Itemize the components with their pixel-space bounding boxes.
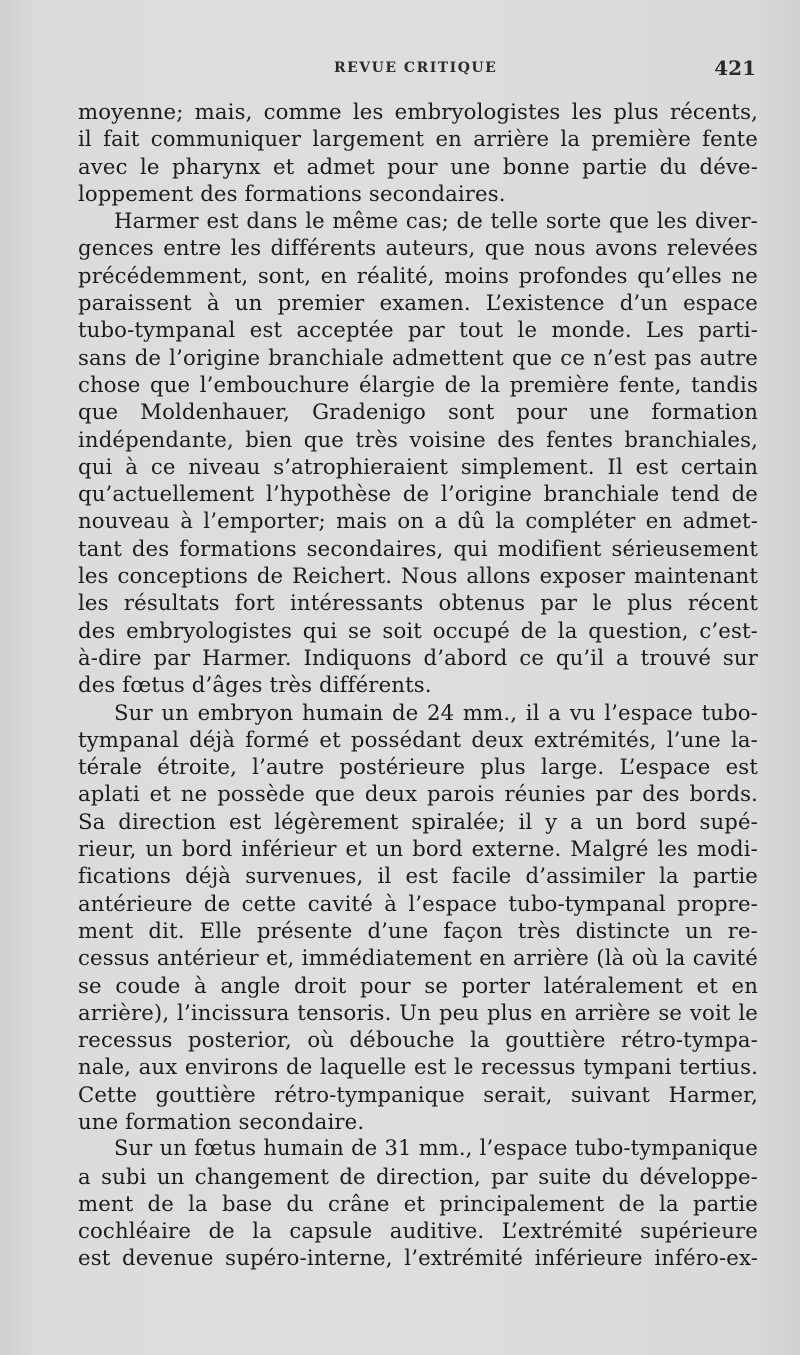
paragraph-first-line: Sur un fœtus humain de 31 mm., l’espace tubo-tympanique bbox=[114, 1136, 758, 1161]
text-line: chose que l’embouchure élargie de la première fente, tandis bbox=[78, 371, 758, 397]
text-line: tubo-tympanal est acceptée par tout le monde. Les parti- bbox=[78, 317, 758, 343]
text-line: indépendante, bien que très voisine des fentes branchiales, bbox=[78, 426, 758, 452]
text-line: des fœtus d’âges très différents. bbox=[78, 672, 432, 698]
text-line: une formation secondaire. bbox=[78, 1108, 365, 1134]
text-line: des embryologistes qui se soit occupé de la question, c’est- bbox=[78, 617, 758, 643]
text-line: se coude à angle droit pour se porter latéralement et en bbox=[78, 972, 758, 998]
text-line: cessus antérieur et, immédiatement en arrière (là où la cavité bbox=[78, 945, 758, 971]
text-line: tant des formations secondaires, qui modifient sérieusement bbox=[78, 535, 758, 561]
text-line: les résultats fort intéressants obtenus par le plus récent bbox=[78, 590, 758, 616]
page-number: 421 bbox=[714, 56, 756, 80]
text-line: aplati et ne possède que deux parois réunies par des bords. bbox=[78, 781, 758, 807]
text-line: sans de l’origine branchiale admettent que ce n’est pas autre bbox=[78, 344, 758, 370]
text-line: ment de la base du crâne et principalement de la partie bbox=[78, 1190, 758, 1216]
running-title: REVUE CRITIQUE bbox=[334, 60, 498, 76]
text-line: à-dire par Harmer. Indiquons d’abord ce qu’il a trouvé sur bbox=[78, 644, 758, 670]
text-line: cochléaire de la capsule auditive. L’extrémité supérieure bbox=[78, 1218, 758, 1244]
paragraph-first-line: Sur un embryon humain de 24 mm., il a vu l’espace tubo- bbox=[114, 699, 758, 725]
text-line: il fait communiquer largement en arrière la première fente bbox=[78, 126, 758, 152]
text-line: fications déjà survenues, il est facile d’assimiler la partie bbox=[78, 863, 758, 889]
text-line: qui à ce niveau s’atrophieraient simplement. Il est certain bbox=[78, 453, 758, 479]
text-line: Cette gouttière rétro-tympanique serait, suivant Harmer, bbox=[78, 1081, 758, 1107]
text-line: a subi un changement de direction, par suite du développe- bbox=[78, 1163, 758, 1189]
text-line: loppement des formations secondaires. bbox=[78, 180, 506, 206]
text-line: moyenne; mais, comme les embryologistes les plus récents, bbox=[78, 99, 758, 124]
page-header bbox=[0, 56, 800, 84]
text-line: avec le pharynx et admet pour une bonne partie du déve- bbox=[78, 153, 758, 179]
text-line: qu’actuellement l’hypothèse de l’origine branchiale tend de bbox=[78, 481, 758, 507]
paragraph-first-line: Harmer est dans le même cas; de telle sorte que les diver- bbox=[114, 208, 758, 234]
text-line: térale étroite, l’autre postérieure plus large. L’espace est bbox=[78, 754, 758, 780]
text-line: antérieure de cette cavité à l’espace tubo-tympanal propre- bbox=[78, 890, 758, 916]
text-line: est devenue supéro-interne, l’extrémité inférieure inféro-ex- bbox=[78, 1245, 758, 1271]
text-line: recessus posterior, où débouche la gouttière rétro-tympa- bbox=[78, 1027, 758, 1053]
text-line: gences entre les différents auteurs, que nous avons relevées bbox=[78, 235, 758, 261]
body-text bbox=[78, 98, 758, 1272]
text-line: que Moldenhauer, Gradenigo sont pour une formation bbox=[78, 399, 758, 425]
text-line: précédemment, sont, en réalité, moins profondes qu’elles ne bbox=[78, 262, 758, 288]
text-line: les conceptions de Reichert. Nous allons exposer maintenant bbox=[78, 563, 758, 589]
text-line: nouveau à l’emporter; mais on a dû la compléter en admet- bbox=[78, 508, 758, 534]
text-line: nale, aux environs de laquelle est le recessus tympani tertius. bbox=[78, 1054, 758, 1080]
text-line: tympanal déjà formé et possédant deux extrémités, l’une la- bbox=[78, 726, 758, 752]
text-line: rieur, un bord inférieur et un bord externe. Malgré les modi- bbox=[78, 836, 758, 862]
text-line: ment dit. Elle présente d’une façon très distincte un re- bbox=[78, 917, 758, 943]
text-line: arrière), l’incissura tensoris. Un peu plus en arrière se voit le bbox=[78, 999, 758, 1025]
text-line: paraissent à un premier examen. L’existence d’un espace bbox=[78, 290, 758, 316]
text-line: Sa direction est légèrement spiralée; il y a un bord supé- bbox=[78, 808, 758, 834]
